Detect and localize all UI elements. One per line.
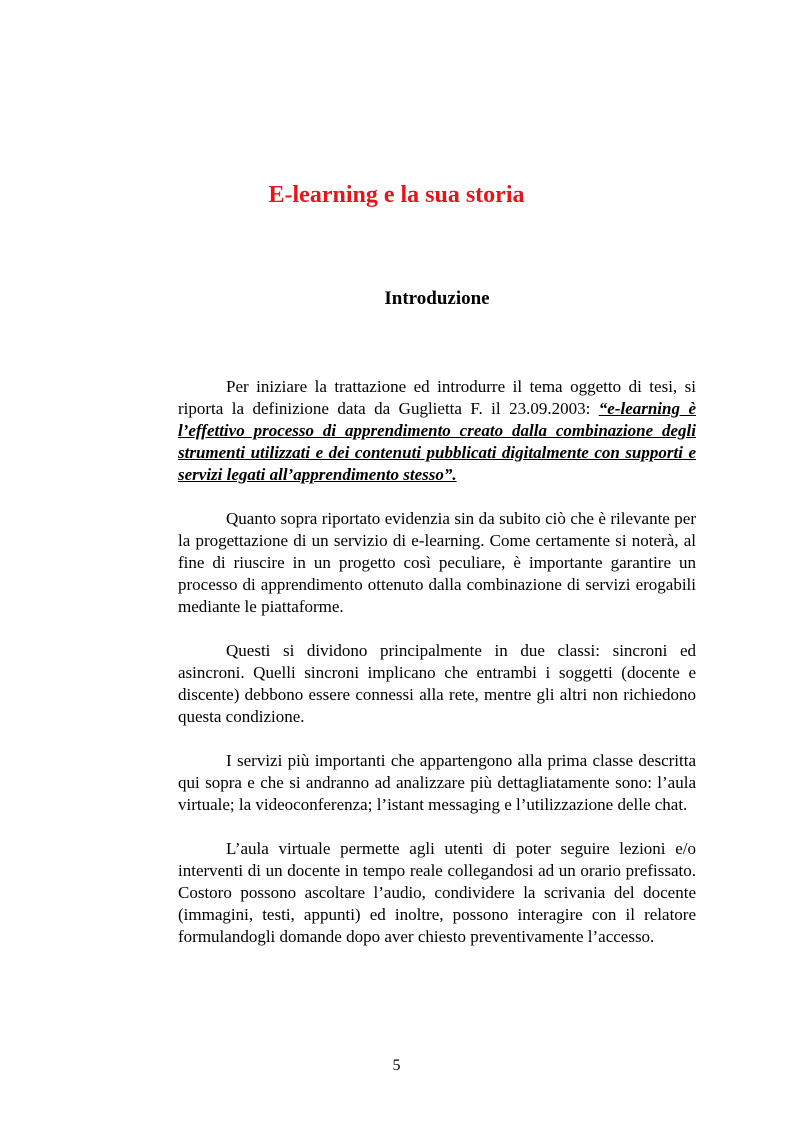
paragraph-synchronous-services: I servizi più importanti che appartengono alla prima classe descritta qui sopra e che si andranno ad analizzare più dettagliatamente sono: l’aula virtuale; la videoconferenza; l’istant messaging e l’utilizzazione delle chat. bbox=[178, 751, 696, 814]
paragraph-design: Quanto sopra riportato evidenzia sin da subito ciò che è rilevante per la progettazione di un servizio di e-learning. Come certamente si noterà, al fine di riuscire in un progetto così peculiare, è importante garantire un processo di apprendimento ottenuto dalla combinazione di servizi erogabili mediante le piattaforme. bbox=[178, 509, 696, 616]
e-learning-definition-quote: “e-learning è l’effettivo processo di apprendimento creato dalla combinazione degli strumenti utilizzati e dei contenuti pubblicati digitalmente con supporti e servizi legati all’apprendimento stesso”. bbox=[178, 399, 696, 484]
paragraph-virtual-classroom: L’aula virtuale permette agli utenti di poter seguire lezioni e/o interventi di un docente in tempo reale collegandosi ad un orario prefissato. Costoro possono ascoltare l’audio, condividere la scrivania del docente (immagini, testi, appunti) ed inoltre, possono interagire con il relatore formulandogli domande dopo aver chiesto preventivamente l’accesso. bbox=[178, 839, 696, 946]
paragraph-definition bbox=[178, 376, 696, 486]
section-title: Introduzione bbox=[384, 288, 490, 309]
paragraph-lead: Per iniziare la trattazione ed introdurre il tema oggetto di tesi, si riporta la definizione data da Guglietta F. il 23.09.2003: bbox=[178, 377, 696, 418]
page-number: 5 bbox=[392, 1057, 401, 1074]
paragraph-service-classes: Questi si dividono principalmente in due classi: sincroni ed asincroni. Quelli sincroni implicano che entrambi i soggetti (docente e discente) debbono essere connessi alla rete, mentre gli altri non richiedono questa condizione. bbox=[178, 641, 696, 726]
chapter-title: E-learning e la sua storia bbox=[268, 182, 525, 208]
body-text bbox=[178, 376, 696, 970]
